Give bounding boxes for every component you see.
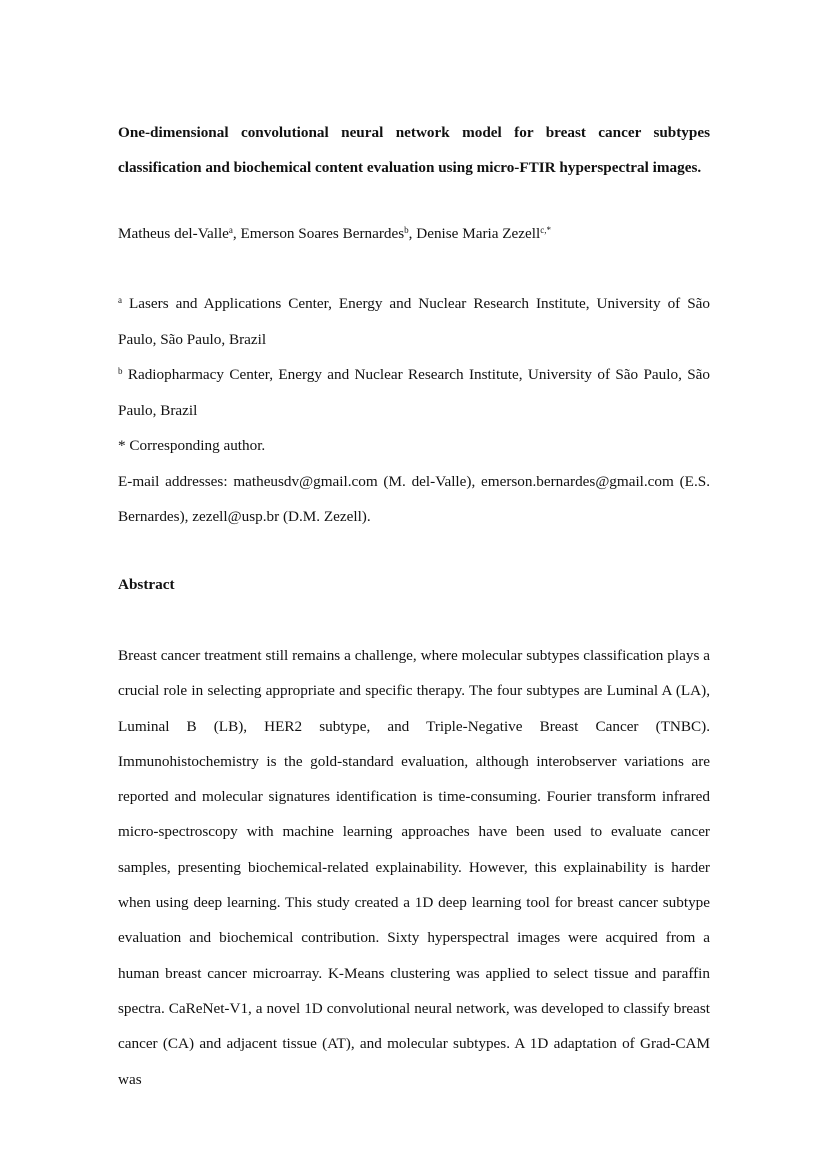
paper-title: One-dimensional convolutional neural network model for breast cancer subtypes classification and biochemical content evaluation using micro-FTIR hyperspectral images.: [118, 124, 710, 176]
author-name: Emerson Soares Bernardes: [240, 225, 405, 242]
abstract-text: Breast cancer treatment still remains a challenge, where molecular subtypes classification plays a crucial role in selecting appropriate and specific therapy. The four subtypes are Luminal A (LA), Luminal B (LB), HER2 subtype, and Triple-Negative Breast Cancer (TNBC). Immunohistochemistry is the gold-standard evaluation, although interobserver variations are reported and molecular signatures identification is time-consuming. Fourier transform infrared micro-spectroscopy with machine learning approaches have been used to evaluate cancer samples, presenting biochemical-related explainability. However, this explainability is harder when using deep learning. This study created a 1D deep learning tool for breast cancer subtype evaluation and biochemical contribution. Sixty hyperspectral images were acquired from a human breast cancer microarray. K-Means clustering was applied to select tissue and paraffin spectra. CaReNet-V1, a novel 1D convolutional neural network, was developed to classify breast cancer (CA) and adjacent tissue (AT), and molecular subtypes. A 1D adaptation of Grad-CAM was: [118, 647, 710, 1088]
affiliation-text: Radiopharmacy Center, Energy and Nuclear Research Institute, University of São Paulo, São Paulo, Brazil: [118, 366, 710, 419]
author-name: Matheus del-Valle: [118, 225, 229, 242]
email-addresses: E-mail addresses: matheusdv@gmail.com (M. del-Valle), emerson.bernardes@gmail.com (E.S. Bernardes), zezell@usp.br (D.M. Zezell).: [118, 472, 710, 525]
corresponding-author-note: * Corresponding author.: [118, 437, 266, 454]
abstract-heading: Abstract: [118, 576, 175, 593]
affiliations-block: [118, 286, 710, 535]
author-separator: ,: [408, 225, 417, 242]
author-list: [118, 222, 710, 246]
affiliation-text: Lasers and Applications Center, Energy and Nuclear Research Institute, University of São Paulo, São Paulo, Brazil: [118, 295, 710, 348]
author-affiliation-mark: b: [404, 225, 409, 235]
affiliation-mark: b: [118, 366, 123, 376]
author-separator: ,: [232, 225, 241, 242]
author-name: Denise Maria Zezell: [416, 225, 541, 242]
affiliation: [118, 357, 710, 428]
affiliation: [118, 286, 710, 357]
author-affiliation-mark: a: [228, 225, 233, 235]
author-affiliation-mark: c,*: [540, 225, 551, 235]
affiliation-mark: a: [118, 295, 122, 305]
